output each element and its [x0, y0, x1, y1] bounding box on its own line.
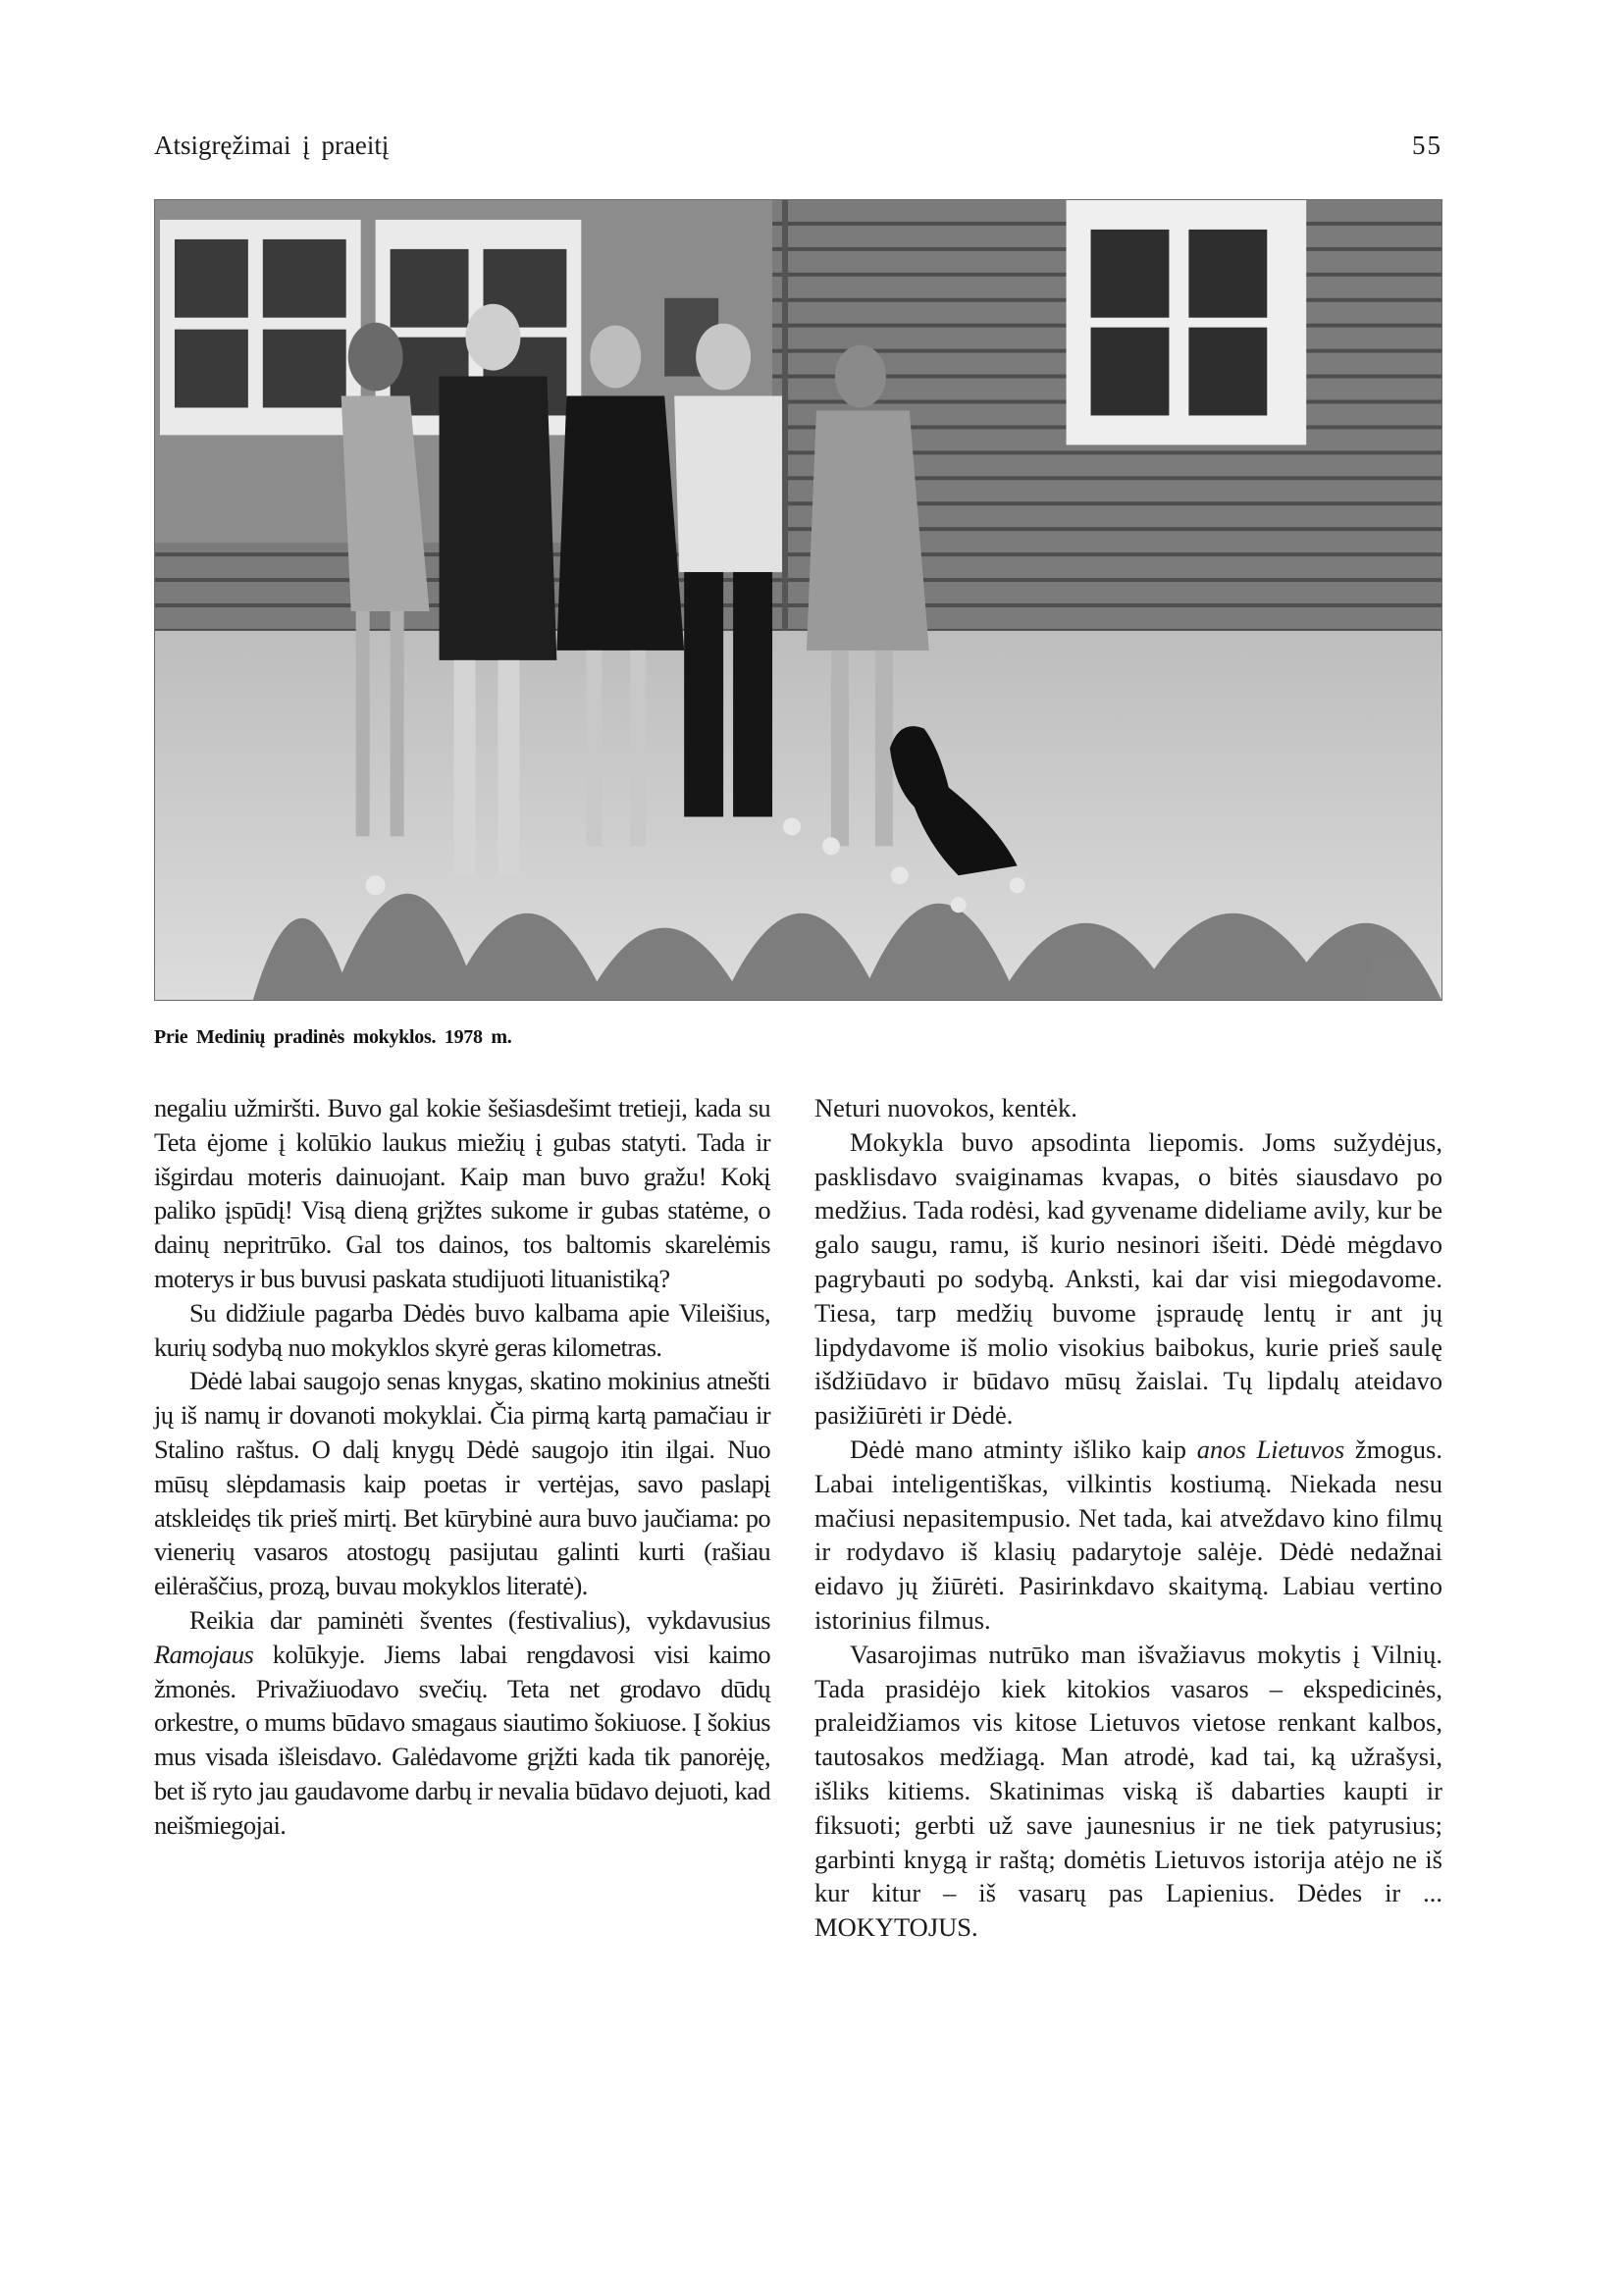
emphasis: Ramojaus: [154, 1639, 254, 1669]
text-run: žmogus. Labai inteligentiškas, vilkintis kostiumą. Niekada nesu mačiusi nepasitempusio. Net tada, kai atveždavo kino filmų ir rodydavo iš klasių padarytoje salėje. Dėdė nedažnai eidavo jų žiūrėti. Pasirinkdavo skaitymą. Labiau vertino istorinius filmus.: [814, 1434, 1442, 1635]
paragraph: Dėdė labai saugojo senas knygas, skatino mokinius atnešti jų iš namų ir dovanoti mokyklai. Čia pirmą kartą pamačiau ir Stalino raštus. O dalį knygų Dėdė saugojo itin ilgai. Nuo mūsų slėpdamasis kaip poetas ir vertėjas, savo paslapį atskleidęs tik prieš mirtį. Bet kūrybinė aura buvo jaučiama: po vienerių vasaros atostogų pasijutau galinti kurti (rašiau eilėraščius, prozą, buvau mokyklos literatė).: [154, 1366, 770, 1601]
paragraph: Vasarojimas nutrūko man išvažiavus mokytis į Vilnių. Tada prasidėjo kiek kitokios vasaros – ekspedicinės, praleidžiamos vis kitose Lietuvos vietose renkant kalbos, tautosakos medžiagą. Man atrodė, kad tai, ką užrašysi, išliks kitiems. Skatinimas viską iš dabarties kaupti ir fiksuoti; gerbti už save jaunesnius ir ne tiek patyrusius; garbinti knygą ir raštą; domėtis Lietuvos istorija atėjo ne iš kur kitur – iš vasarų pas Lapienius. Dėdes ir ... MOKYTOJUS.: [814, 1639, 1442, 1943]
photo-illustration: [155, 200, 1441, 1000]
window-right: [1067, 200, 1307, 444]
text-run: Dėdė mano atminty išliko kaip: [850, 1434, 1197, 1464]
paragraph: Mokykla buvo apsodinta liepomis. Joms sužydėjus, pasklisdavo svaiginamas kvapas, o bitės siausdavo po medžius. Tada rodėsi, kad gyvename dideliame avily, kur be galo saugu, ramu, iš kurio nesinori išeiti. Dėdė mėgdavo pagrybauti po sodybą. Anksti, kai dar visi miegodavome. Tiesa, tarp medžių buvome įspraudę lentų ir ant jų lipdydavome iš molio visokius baibokus, kurie prieš saulę išdžiūdavo ir būdavo mūsų žaislai. Tų lipdalų ateidavo pasižiūrėti ir Dėdė.: [814, 1126, 1442, 1431]
left-column: [154, 1091, 770, 1843]
photograph: [154, 199, 1442, 1001]
running-head: [154, 126, 1442, 165]
emphasis: anos Lietuvos: [1196, 1434, 1345, 1464]
page-number: 55: [1412, 130, 1442, 160]
running-head-title: Atsigręžimai į praeitį: [154, 130, 390, 160]
right-column: [814, 1091, 1442, 1945]
paragraph: [154, 1603, 770, 1843]
paragraph: negaliu užmiršti. Buvo gal kokie šešiasdešimt tretieji, kada su Teta ėjome į kolūkio laukus miežių į gubas statyti. Tada ir išgirdau moteris dainuojant. Kaip man buvo gražu! Kokį paliko įspūdį! Visą dieną grįžtes sukome ir gubas statėme, o dainų nepritrūko. Gal tos dainos, tos baltomis skarelėmis moterys ir bus buvusi paskata studijuoti lituanistiką?: [154, 1093, 770, 1293]
paragraph: Su didžiule pagarba Dėdės buvo kalbama apie Vileišius, kurių sodybą nuo mokyklos skyrė geras kilometras.: [154, 1297, 770, 1362]
text-run: Reikia dar paminėti šventes (festivalius), vykdavusius: [189, 1604, 770, 1635]
paragraph: Neturi nuovokos, kentėk.: [814, 1093, 1077, 1122]
text-run: kolūkyje. Jiems labai rengdavosi visi kaimo žmonės. Privažiuodavo svečių. Teta net grodavo dūdų orkestre, o mums būdavo smagaus siautimo šokiuose. Į šokius mus visada išleisdavo. Galėdavome grįžti kada tik panorėję, bet iš ryto jau gaudavome darbų ir nevalia būdavo dejuoti, kad neišmiegojai.: [154, 1639, 770, 1840]
paragraph: [814, 1433, 1442, 1638]
figure-caption: Prie Medinių pradinės mokyklos. 1978 m.: [154, 1026, 512, 1048]
